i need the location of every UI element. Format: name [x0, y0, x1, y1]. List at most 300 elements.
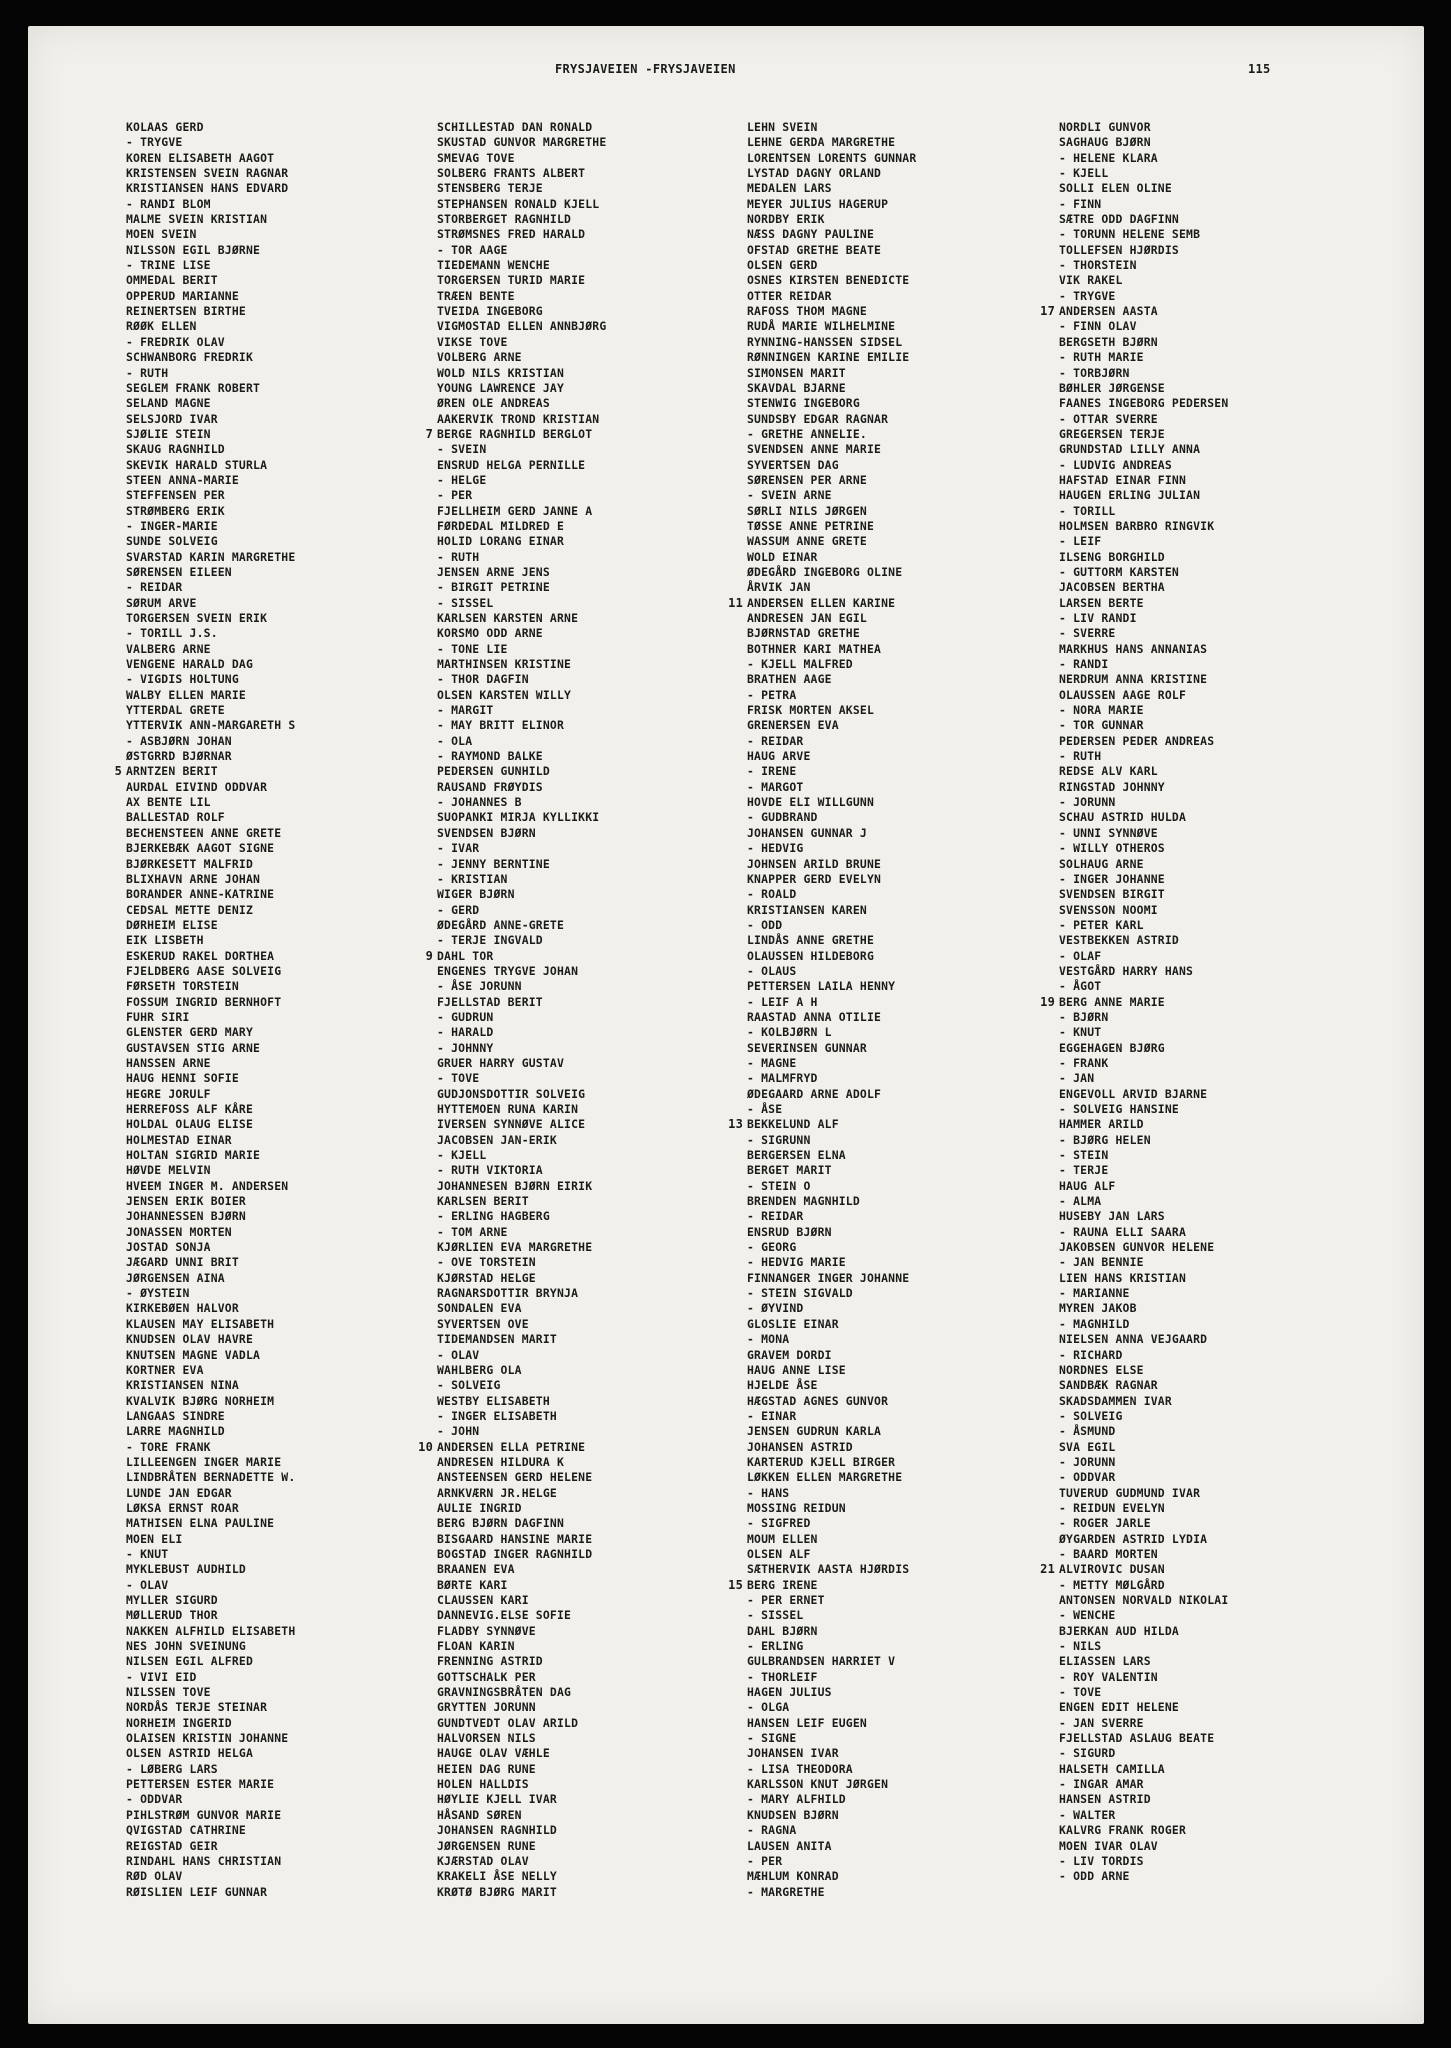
- resident-entry: [747, 1486, 916, 1501]
- resident-name: - TORILL J.S.: [126, 626, 218, 641]
- resident-name: TOLLEFSEN HJØRDIS: [1059, 242, 1179, 257]
- resident-name: - JOHNNY: [437, 1040, 494, 1055]
- resident-name: GLOSLIE EINAR: [747, 1316, 839, 1331]
- resident-entry: [126, 1424, 295, 1439]
- resident-name: KARLSSON KNUT JØRGEN: [747, 1777, 889, 1792]
- resident-name: SVENDSEN ANNE MARIE: [747, 442, 882, 457]
- resident-name: TIEDEMANN WENCHE: [437, 258, 550, 273]
- resident-entry: [437, 1685, 606, 1700]
- resident-name: NORDBY ERIK: [747, 212, 825, 227]
- resident-entry: [126, 1348, 295, 1363]
- resident-entry: [126, 519, 295, 534]
- resident-entry: [747, 504, 916, 519]
- resident-name: MOSSING REIDUN: [747, 1500, 846, 1515]
- resident-name: - SOLVEIG: [437, 1378, 501, 1393]
- resident-entry: [437, 1885, 606, 1900]
- resident-name: KALVRG FRANK ROGER: [1059, 1823, 1187, 1838]
- resident-entry: [437, 1163, 606, 1178]
- resident-entry: [747, 181, 916, 196]
- resident-name: YOUNG LAWRENCE JAY: [437, 380, 565, 395]
- resident-name: BØHLER JØRGENSE: [1059, 380, 1165, 395]
- resident-name: HANSEN LEIF EUGEN: [747, 1715, 867, 1730]
- resident-name: HÆGSTAD AGNES GUNVOR: [747, 1393, 889, 1408]
- resident-name: - BJØRN: [1059, 1009, 1109, 1024]
- resident-entry: [1059, 488, 1228, 503]
- resident-entry: [1059, 1716, 1228, 1731]
- resident-name: - BJØRG HELEN: [1059, 1132, 1151, 1147]
- resident-name: SAGHAUG BJØRN: [1059, 135, 1151, 150]
- resident-name: EGGEHAGEN BJØRG: [1059, 1040, 1165, 1055]
- resident-name: ARNTZEN BERIT: [126, 764, 218, 779]
- resident-entry: [126, 534, 295, 549]
- resident-name: - LEIF A H: [747, 994, 818, 1009]
- resident-name: SÆTRE ODD DAGFINN: [1059, 212, 1179, 227]
- resident-entry: [126, 1194, 295, 1209]
- resident-entry: [1059, 1087, 1228, 1102]
- resident-entry: [747, 227, 916, 242]
- resident-entry: [126, 1624, 295, 1639]
- resident-entry: [1059, 626, 1228, 641]
- resident-entry: [126, 964, 295, 979]
- resident-name: MOEN SVEIN: [126, 227, 197, 242]
- resident-name: STENSBERG TERJE: [437, 181, 543, 196]
- resident-name: - LIV RANDI: [1059, 611, 1137, 625]
- resident-entry: [437, 1332, 606, 1347]
- resident-entry: [437, 1286, 606, 1301]
- resident-name: - MAGNE: [747, 1055, 797, 1070]
- resident-entry: [747, 810, 916, 825]
- resident-name: MYREN JAKOB: [1059, 1301, 1137, 1316]
- resident-entry: [1059, 1578, 1228, 1593]
- resident-entry: [126, 734, 295, 749]
- resident-entry: [1059, 857, 1228, 872]
- resident-entry: [126, 718, 295, 733]
- resident-entry: [437, 1225, 606, 1240]
- resident-name: IVERSEN SYNNØVE ALICE: [437, 1117, 586, 1132]
- house-number: 19: [1040, 994, 1055, 1009]
- resident-name: - SIGRUNN: [747, 1132, 811, 1147]
- resident-entry: [747, 1501, 916, 1516]
- resident-name: RINDAHL HANS CHRISTIAN: [126, 1853, 282, 1868]
- resident-name: - STEIN O: [747, 1178, 811, 1193]
- resident-name: OSNES KIRSTEN BENEDICTE: [747, 273, 910, 288]
- resident-name: HALVORSEN NILS: [437, 1731, 536, 1746]
- resident-entry: [1059, 1501, 1228, 1516]
- resident-name: BISGAARD HANSINE MARIE: [437, 1531, 593, 1546]
- resident-name: JOHANSEN IVAR: [747, 1746, 839, 1761]
- resident-entry: [437, 1194, 606, 1209]
- resident-entry: [437, 611, 606, 626]
- resident-name: TRÆEN BENTE: [437, 288, 515, 303]
- resident-entry: [747, 1792, 916, 1807]
- resident-name: - EINAR: [747, 1408, 797, 1423]
- resident-name: HOLID LORANG EINAR: [437, 534, 565, 549]
- resident-entry: [1059, 703, 1228, 718]
- resident-name: NILSSEN TOVE: [126, 1685, 211, 1700]
- resident-name: ØDEGÅRD ANNE-GRETE: [437, 917, 565, 932]
- resident-entry: [437, 1271, 606, 1286]
- resident-entry: [437, 1639, 606, 1654]
- resident-entry: [437, 1608, 606, 1623]
- resident-name: JOHANSEN RAGNHILD: [437, 1823, 557, 1838]
- resident-name: FRISK MORTEN AKSEL: [747, 703, 875, 718]
- resident-entry: [747, 749, 916, 764]
- resident-name: - GUDRUN: [437, 1009, 494, 1024]
- resident-entry: [437, 979, 606, 994]
- resident-entry: [126, 1608, 295, 1623]
- resident-name: - TOVE: [1059, 1685, 1102, 1700]
- resident-entry: [126, 1455, 295, 1470]
- resident-entry: [1059, 166, 1228, 181]
- resident-name: LAUSEN ANITA: [747, 1838, 832, 1853]
- resident-entry: [1059, 1225, 1228, 1240]
- resident-name: JOHANNESEN BJØRN EIRIK: [437, 1178, 593, 1193]
- resident-name: QVIGSTAD CATHRINE: [126, 1823, 246, 1838]
- resident-entry: [437, 458, 606, 473]
- resident-entry: [126, 642, 295, 657]
- resident-name: ENSRUD HELGA PERNILLE: [437, 457, 586, 472]
- resident-entry: [728, 1577, 916, 1593]
- resident-name: HEIEN DAG RUNE: [437, 1761, 536, 1776]
- resident-name: BJERKAN AUD HILDA: [1059, 1623, 1179, 1638]
- resident-name: BRENDEN MAGNHILD: [747, 1194, 860, 1209]
- resident-name: - TOVE: [437, 1071, 480, 1086]
- resident-entry: [1040, 994, 1228, 1010]
- resident-name: BØRTE KARI: [437, 1577, 508, 1592]
- resident-name: LEHN SVEIN: [747, 120, 818, 134]
- resident-entry: [1059, 933, 1228, 948]
- resident-name: NES JOHN SVEINUNG: [126, 1639, 246, 1654]
- resident-entry: [747, 657, 916, 672]
- resident-name: GUSTAVSEN STIG ARNE: [126, 1040, 261, 1055]
- resident-entry: [1059, 381, 1228, 396]
- resident-name: LINDÅS ANNE GRETHE: [747, 933, 875, 948]
- resident-name: NÆSS DAGNY PAULINE: [747, 227, 875, 242]
- resident-name: SKADSDAMMEN IVAR: [1059, 1393, 1172, 1408]
- resident-entry: [437, 396, 606, 411]
- directory-column-2: [418, 120, 607, 1900]
- resident-entry: [1059, 810, 1228, 825]
- resident-entry: [1059, 273, 1228, 288]
- resident-name: SONDALEN EVA: [437, 1301, 522, 1316]
- resident-entry: [728, 595, 916, 611]
- resident-name: KLAUSEN MAY ELISABETH: [126, 1316, 275, 1331]
- resident-name: - INGER-MARIE: [126, 518, 218, 533]
- resident-entry: [747, 1363, 916, 1378]
- resident-entry: [1059, 1025, 1228, 1040]
- resident-entry: [437, 181, 606, 196]
- resident-name: STORBERGET RAGNHILD: [437, 212, 572, 227]
- resident-name: - JORUNN: [1059, 795, 1116, 810]
- resident-entry: [747, 1885, 916, 1900]
- resident-entry: [425, 948, 606, 964]
- resident-name: - RUTH VIKTORIA: [437, 1163, 543, 1178]
- resident-entry: [747, 995, 916, 1010]
- resident-name: SVARSTAD KARIN MARGRETHE: [126, 549, 296, 564]
- resident-name: - PER ERNET: [747, 1593, 825, 1607]
- resident-name: HAMMER ARILD: [1059, 1117, 1144, 1132]
- resident-entry: [1059, 1394, 1228, 1409]
- resident-name: - ÅGOT: [1059, 979, 1102, 994]
- page-header-title: FRYSJAVEIEN -FRYSJAVEIEN: [555, 62, 736, 76]
- resident-name: - PETER KARL: [1059, 917, 1144, 932]
- resident-entry: [437, 1547, 606, 1562]
- resident-entry: [1059, 1624, 1228, 1639]
- resident-name: - TONE LIE: [437, 641, 508, 656]
- resident-name: MYKLEBUST AUDHILD: [126, 1562, 246, 1577]
- resident-entry: [126, 611, 295, 626]
- resident-name: RUDÅ MARIE WILHELMINE: [747, 319, 896, 334]
- resident-entry: [747, 1516, 916, 1531]
- resident-entry: [126, 918, 295, 933]
- resident-entry: [437, 841, 606, 856]
- resident-entry: [747, 1194, 916, 1209]
- resident-name: FRENNING ASTRID: [437, 1654, 543, 1669]
- resident-name: HOLEN HALLDIS: [437, 1777, 529, 1792]
- resident-entry: [437, 1209, 606, 1224]
- resident-entry: [126, 1700, 295, 1715]
- resident-name: - ODDVAR: [1059, 1470, 1116, 1485]
- resident-name: GRUNDSTAD LILLY ANNA: [1059, 442, 1201, 457]
- resident-name: ØDEGÅRD INGEBORG OLINE: [747, 564, 903, 579]
- resident-entry: [126, 810, 295, 825]
- resident-name: HVEEM INGER M. ANDERSEN: [126, 1178, 289, 1193]
- resident-entry: [1059, 412, 1228, 427]
- resident-entry: [747, 1854, 916, 1869]
- resident-name: SYVERTSEN OVE: [437, 1316, 529, 1331]
- resident-name: SEGLEM FRANK ROBERT: [126, 380, 261, 395]
- resident-entry: [747, 519, 916, 534]
- resident-name: LORENTSEN LORENTS GUNNAR: [747, 150, 917, 165]
- resident-name: JENSEN ERIK BOIER: [126, 1194, 246, 1209]
- resident-name: - TRINE LISE: [126, 258, 211, 273]
- resident-entry: [126, 1240, 295, 1255]
- resident-name: KRISTIANSEN HANS EDVARD: [126, 181, 289, 196]
- resident-name: BALLESTAD ROLF: [126, 810, 225, 825]
- resident-entry: [728, 1117, 916, 1132]
- resident-name: SOLBERG FRANTS ALBERT: [437, 166, 586, 181]
- resident-entry: [437, 964, 606, 979]
- resident-entry: [126, 1394, 295, 1409]
- resident-name: KORTNER EVA: [126, 1362, 204, 1377]
- resident-entry: [126, 933, 295, 948]
- resident-entry: [1059, 1301, 1228, 1316]
- resident-name: - ROGER JARLE: [1059, 1516, 1151, 1531]
- resident-entry: [747, 304, 916, 319]
- resident-entry: [437, 151, 606, 166]
- resident-entry: [1059, 1639, 1228, 1654]
- resident-name: WAHLBERG OLA: [437, 1362, 522, 1377]
- resident-entry: [437, 304, 606, 319]
- resident-entry: [1059, 1424, 1228, 1439]
- resident-entry: [126, 227, 295, 242]
- resident-entry: [437, 335, 606, 350]
- resident-entry: [747, 534, 916, 549]
- resident-entry: [126, 350, 295, 365]
- resident-name: JOSTAD SONJA: [126, 1240, 211, 1255]
- resident-name: KARLSEN BERIT: [437, 1194, 529, 1209]
- resident-name: - LISA THEODORA: [747, 1761, 853, 1776]
- resident-name: - RUTH MARIE: [1059, 350, 1144, 365]
- resident-name: - ÅSE JORUNN: [437, 979, 522, 994]
- resident-entry: [1059, 1700, 1228, 1715]
- resident-entry: [437, 1317, 606, 1332]
- resident-entry: [1059, 672, 1228, 687]
- resident-entry: [747, 412, 916, 427]
- resident-entry: [747, 1700, 916, 1715]
- resident-name: BERG IRENE: [747, 1577, 818, 1592]
- resident-entry: [437, 381, 606, 396]
- resident-entry: [747, 764, 916, 779]
- resident-entry: [1059, 1286, 1228, 1301]
- resident-name: STEFFENSEN PER: [126, 488, 225, 503]
- resident-entry: [114, 764, 295, 779]
- resident-entry: [437, 1394, 606, 1409]
- resident-entry: [1059, 289, 1228, 304]
- resident-entry: [1059, 688, 1228, 703]
- resident-entry: [1059, 949, 1228, 964]
- resident-name: ANDERSEN AASTA: [1059, 304, 1158, 319]
- resident-entry: [126, 626, 295, 641]
- resident-entry: [1059, 120, 1228, 135]
- resident-name: PETTERSEN LAILA HENNY: [747, 979, 896, 994]
- resident-name: BJERKEBÆK AAGOT SIGNE: [126, 841, 275, 856]
- resident-entry: [747, 1562, 916, 1577]
- resident-name: SKAUG RAGNHILD: [126, 442, 225, 457]
- resident-name: - IRENE: [747, 764, 797, 779]
- resident-entry: [126, 366, 295, 381]
- resident-entry: [747, 1639, 916, 1654]
- resident-entry: [437, 1363, 606, 1378]
- resident-name: VIKSE TOVE: [437, 334, 508, 349]
- resident-name: REDSE ALV KARL: [1059, 764, 1158, 779]
- resident-name: - OLGA: [747, 1700, 790, 1715]
- resident-name: JÆGARD UNNI BRIT: [126, 1255, 239, 1270]
- resident-entry: [1059, 427, 1228, 442]
- resident-name: - PETRA: [747, 687, 797, 702]
- resident-entry: [1059, 442, 1228, 457]
- resident-name: - PER: [437, 488, 473, 503]
- resident-entry: [1059, 473, 1228, 488]
- resident-name: TVEIDA INGEBORG: [437, 304, 543, 319]
- resident-name: - STEIN SIGVALD: [747, 1286, 853, 1301]
- resident-entry: [437, 857, 606, 872]
- resident-entry: [126, 1578, 295, 1593]
- resident-entry: [747, 350, 916, 365]
- resident-entry: [437, 565, 606, 580]
- resident-name: BRAANEN EVA: [437, 1562, 515, 1577]
- resident-name: TIDEMANDSEN MARIT: [437, 1332, 557, 1347]
- resident-entry: [126, 1286, 295, 1301]
- resident-entry: [437, 197, 606, 212]
- resident-entry: [1059, 258, 1228, 273]
- resident-entry: [1059, 181, 1228, 196]
- resident-name: GREGERSEN TERJE: [1059, 426, 1165, 441]
- resident-name: - SVEIN ARNE: [747, 488, 832, 503]
- resident-name: YTTERDAL GRETE: [126, 703, 225, 718]
- resident-name: HAUGEN ERLING JULIAN: [1059, 488, 1201, 503]
- resident-entry: [1059, 519, 1228, 534]
- resident-entry: [1059, 826, 1228, 841]
- resident-name: - RUTH: [1059, 749, 1102, 764]
- resident-name: - NORA MARIE: [1059, 703, 1144, 718]
- resident-entry: [747, 1225, 916, 1240]
- resident-name: - LUDVIG ANDREAS: [1059, 457, 1172, 472]
- resident-name: ENGEVOLL ARVID BJARNE: [1059, 1086, 1208, 1101]
- resident-name: - PER: [747, 1853, 783, 1868]
- resident-name: FJELDBERG AASE SOLVEIG: [126, 963, 282, 978]
- resident-name: - TRYGVE: [126, 135, 183, 150]
- resident-name: KRISTENSEN SVEIN RAGNAR: [126, 166, 289, 181]
- resident-entry: [747, 458, 916, 473]
- resident-name: KRAKELI ÅSE NELLY: [437, 1869, 557, 1884]
- resident-entry: [1059, 1363, 1228, 1378]
- resident-entry: [747, 1240, 916, 1255]
- resident-entry: [1059, 657, 1228, 672]
- resident-name: ÅRVIK JAN: [747, 580, 811, 595]
- resident-name: - HARALD: [437, 1025, 494, 1040]
- resident-name: BORANDER ANNE-KATRINE: [126, 887, 275, 902]
- resident-entry: [747, 1670, 916, 1685]
- resident-entry: [1059, 1348, 1228, 1363]
- resident-entry: [747, 1869, 916, 1884]
- resident-entry: [126, 826, 295, 841]
- resident-name: RINGSTAD JOHNNY: [1059, 779, 1165, 794]
- resident-name: - MARGRETHE: [747, 1884, 825, 1899]
- resident-entry: [126, 580, 295, 595]
- resident-name: - FRANK: [1059, 1055, 1109, 1070]
- resident-entry: [418, 1439, 606, 1455]
- resident-entry: [1059, 1056, 1228, 1071]
- resident-name: - RAYMOND BALKE: [437, 749, 543, 764]
- resident-entry: [126, 458, 295, 473]
- resident-entry: [126, 550, 295, 565]
- resident-entry: [437, 1501, 606, 1516]
- resident-entry: [1059, 1823, 1228, 1838]
- resident-entry: [1059, 1608, 1228, 1623]
- resident-name: DANNEVIG.ELSE SOFIE: [437, 1608, 572, 1623]
- resident-name: KRISTIANSEN KAREN: [747, 902, 867, 917]
- resident-entry: [437, 1746, 606, 1761]
- resident-name: REIGSTAD GEIR: [126, 1838, 218, 1853]
- resident-entry: [126, 1133, 295, 1148]
- resident-name: VENGENE HARALD DAG: [126, 657, 254, 672]
- resident-name: SØRENSEN EILEEN: [126, 564, 232, 579]
- resident-name: - BAARD MORTEN: [1059, 1546, 1158, 1561]
- resident-name: HAUG ARVE: [747, 749, 811, 764]
- resident-name: LANGAAS SINDRE: [126, 1408, 225, 1423]
- resident-entry: [437, 243, 606, 258]
- resident-name: MEDALEN LARS: [747, 181, 832, 196]
- resident-name: FLOAN KARIN: [437, 1639, 515, 1654]
- house-number: 11: [728, 595, 743, 610]
- resident-name: VESTBEKKEN ASTRID: [1059, 933, 1179, 948]
- resident-name: SUOPANKI MIRJA KYLLIKKI: [437, 810, 600, 825]
- resident-entry: [1059, 1163, 1228, 1178]
- resident-entry: [126, 1209, 295, 1224]
- resident-entry: [437, 227, 606, 242]
- resident-entry: [437, 273, 606, 288]
- resident-name: KJÆRSTAD OLAV: [437, 1853, 529, 1868]
- resident-name: GUNDTVEDT OLAV ARILD: [437, 1715, 579, 1730]
- resident-name: JOHNSEN ARILD BRUNE: [747, 856, 882, 871]
- resident-entry: [747, 841, 916, 856]
- house-number: 13: [728, 1117, 743, 1132]
- resident-name: - TORUNN HELENE SEMB: [1059, 227, 1201, 242]
- resident-name: SVENDSEN BJØRN: [437, 825, 536, 840]
- resident-entry: [747, 826, 916, 841]
- resident-name: HEGRE JORULF: [126, 1086, 211, 1101]
